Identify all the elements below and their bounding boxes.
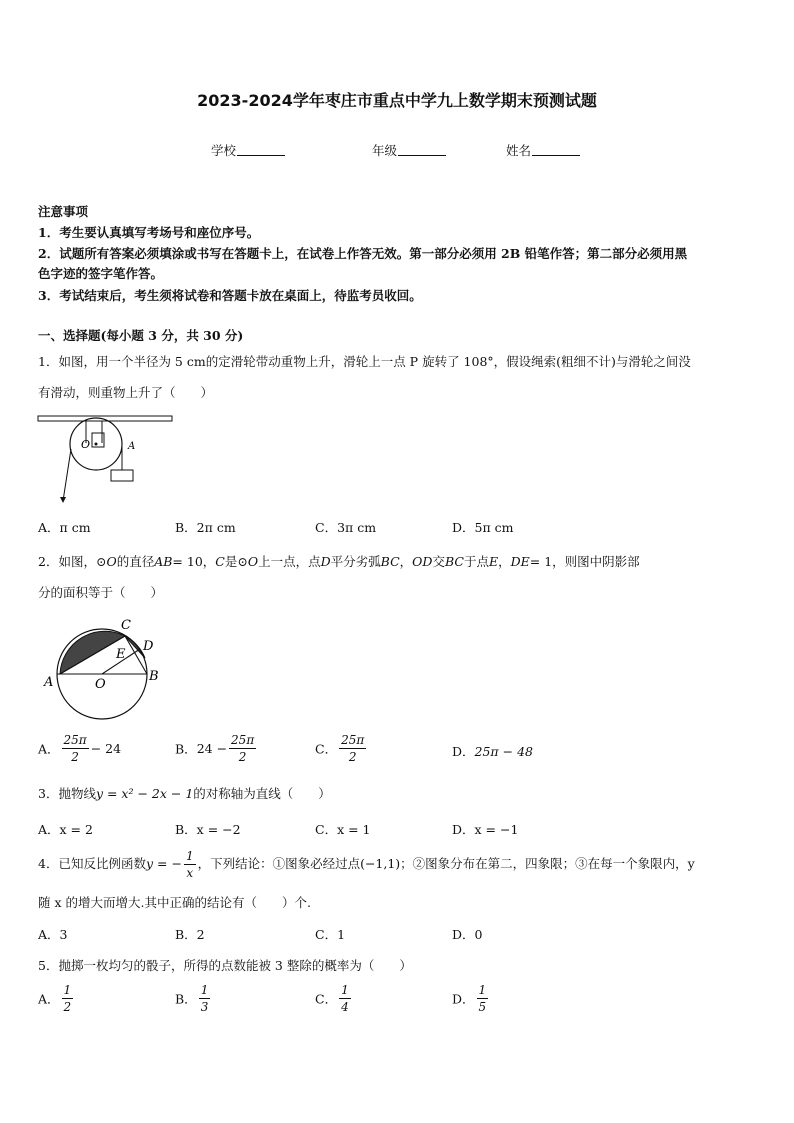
q1-stem-line1: 1．如图，用一个半径为 5 cm的定滑轮带动重物上升，滑轮上一点 P 旋转了 108°，假设绳索(粗细不计)与滑轮之间没 — [38, 354, 691, 369]
q4-stem-line1: 4．已知反比例函数y = − $\frac{1}{x}$ ，下列结论：①图象必经过点(−1,1)；②图象分布在第二，四象限；③在每一个象限内，y — [38, 849, 695, 880]
section-heading: 一、选择题(每小题 3 分，共 30 分) — [38, 328, 244, 343]
q1-option-c[interactable]: C．3π cm — [315, 520, 377, 535]
q4-stem-line2: 随 x 的增大而增大.其中正确的结论有（ ）个. — [38, 895, 311, 910]
q1-option-d[interactable]: D．5π cm — [452, 520, 514, 535]
q2-label-o: O — [95, 677, 106, 692]
q4-options — [38, 925, 760, 951]
q5-options — [38, 982, 760, 1022]
q1-label-a: A — [128, 441, 136, 452]
q5-option-b[interactable]: B． $\frac{1}{3}$ — [175, 983, 209, 1014]
school-label: 学校 — [211, 143, 237, 158]
q3-options — [38, 820, 760, 846]
notice-item-2: 2．试题所有答案必须填涂或书写在答题卡上，在试卷上作答无效。第一部分必须用 2B 铅笔作答；第二部分必须用黑 — [38, 246, 688, 261]
grade-field — [372, 141, 446, 159]
notice-item-2-cont: 色字迹的签字笔作答。 — [38, 266, 164, 281]
q2-label-e: E — [116, 647, 126, 662]
q1-option-b[interactable]: B．2π cm — [175, 520, 236, 535]
notice-heading: 注意事项 — [38, 204, 89, 219]
q2-stem-line2: 分的面积等于（ ） — [38, 585, 164, 600]
q2-stem-line1: 2．如图，⊙O的直径AB= 10，C是⊙O上一点，点D平分劣弧BC，OD交BC于点E，DE= 1，则图中阴影部 — [38, 554, 640, 569]
school-blank[interactable] — [237, 143, 285, 156]
grade-label: 年级 — [372, 143, 398, 158]
grade-blank[interactable] — [398, 143, 446, 156]
q5-option-c[interactable]: C． $\frac{1}{4}$ — [315, 983, 349, 1014]
q2-option-d[interactable]: D．25π − 48 — [452, 744, 533, 759]
notice-item-1: 1．考生要认真填写考场号和座位序号。 — [38, 225, 260, 240]
q2-circle-figure — [40, 610, 170, 722]
q2-option-b[interactable]: B．24 − $\frac{25\pi}{2}$ — [175, 733, 255, 764]
q1-pulley-figure — [36, 413, 176, 505]
q2-label-a: A — [44, 675, 54, 690]
name-label: 姓名 — [506, 143, 532, 158]
q2-label-b: B — [149, 669, 159, 684]
q2-options — [38, 732, 760, 772]
q5-option-a[interactable]: A． $\frac{1}{2}$ — [38, 983, 72, 1014]
q1-option-a[interactable]: A．π cm — [38, 520, 91, 535]
q3-option-c[interactable]: C．x = 1 — [315, 822, 371, 837]
q2-label-c: C — [121, 618, 131, 633]
q4-option-c[interactable]: C．1 — [315, 927, 346, 942]
name-field — [506, 141, 580, 159]
q5-stem: 5．抛掷一枚均匀的骰子，所得的点数能被 3 整除的概率为（ ） — [38, 958, 412, 973]
q3-option-a[interactable]: A．x = 2 — [38, 822, 93, 837]
q1-stem-line2: 有滑动，则重物上升了（ ） — [38, 385, 214, 400]
q3-stem: 3．抛物线y = x² − 2x − 1的对称轴为直线（ ） — [38, 786, 331, 801]
q4-option-a[interactable]: A．3 — [38, 927, 68, 942]
q4-option-d[interactable]: D．0 — [452, 927, 483, 942]
q1-label-o: O — [81, 438, 91, 451]
q1-options — [38, 518, 760, 544]
school-field — [211, 141, 285, 159]
q2-label-d: D — [143, 639, 154, 654]
name-blank[interactable] — [532, 143, 580, 156]
q2-option-a[interactable]: A． $\frac{25\pi}{2}$ − 24 — [38, 733, 122, 764]
q2-option-c[interactable]: C． $\frac{25\pi}{2}$ — [315, 733, 365, 764]
q4-option-b[interactable]: B．2 — [175, 927, 205, 942]
q5-option-d[interactable]: D． $\frac{1}{5}$ — [452, 983, 487, 1014]
q3-option-b[interactable]: B．x = −2 — [175, 822, 241, 837]
exam-title: 2023-2024学年枣庄市重点中学九上数学期末预测试题 — [197, 91, 597, 110]
q3-option-d[interactable]: D．x = −1 — [452, 822, 519, 837]
notice-item-3: 3．考试结束后，考生须将试卷和答题卡放在桌面上，待监考员收回。 — [38, 288, 422, 303]
